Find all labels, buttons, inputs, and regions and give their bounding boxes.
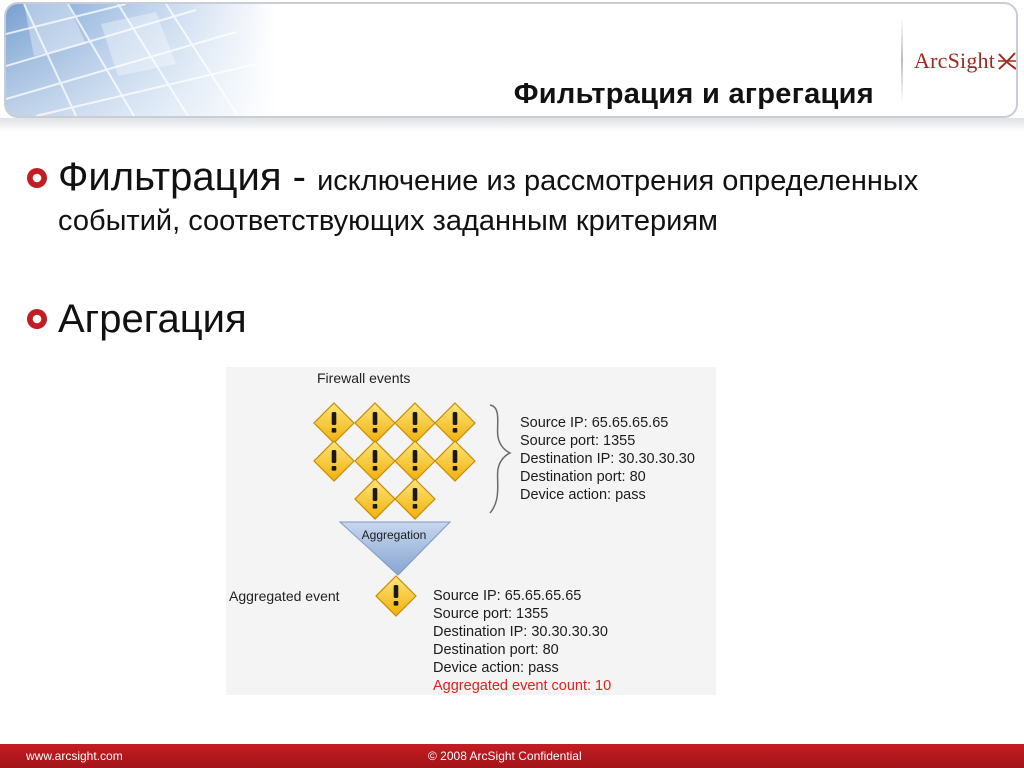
header-shadow [0, 118, 1024, 132]
attribute-line: Source IP: 65.65.65.65 [520, 415, 669, 431]
attribute-line: Source port: 1355 [433, 606, 549, 622]
bullet-filtering [26, 157, 946, 241]
aggregated-attributes [433, 587, 611, 695]
logo-text: ArcSight [914, 48, 996, 73]
bullet-filtering-text [58, 157, 946, 241]
aggregated-count: Aggregated event count: 10 [433, 678, 612, 694]
bullet-separator: - [281, 155, 318, 199]
ring-bullet-icon [26, 167, 48, 189]
arcsight-logo [914, 44, 1018, 78]
header-decoration [6, 4, 276, 116]
bullet-aggregation [26, 296, 247, 342]
attribute-line: Source IP: 65.65.65.65 [433, 588, 582, 604]
warning-diamond-icon [314, 403, 475, 519]
slide-title: Фильтрация и агрегация [513, 78, 874, 110]
slide-header [4, 2, 1018, 118]
attribute-line: Device action: pass [433, 660, 559, 676]
aggregation-funnel-label: Aggregation [361, 528, 427, 542]
bullet-term: Фильтрация [58, 155, 282, 199]
footer-url: www.arcsight.com [26, 749, 123, 763]
attribute-line: Destination port: 80 [520, 469, 646, 485]
attribute-line: Source port: 1355 [520, 433, 636, 449]
bullet-definition: исключение из рассмотрения определенных событий, соответствующих заданным критериям [58, 165, 919, 237]
aggregation-diagram [226, 367, 716, 695]
event-attributes [520, 414, 695, 504]
header-divider [901, 18, 903, 102]
attribute-line: Destination IP: 30.30.30.30 [433, 624, 608, 640]
firewall-events-label: Firewall events [317, 370, 411, 386]
attribute-line: Device action: pass [520, 487, 646, 503]
arcsight-logo-icon [996, 50, 1018, 72]
attribute-line: Destination port: 80 [433, 642, 559, 658]
footer-copyright: © 2008 ArcSight Confidential [428, 749, 582, 763]
ring-bullet-icon [26, 308, 48, 330]
attribute-line: Destination IP: 30.30.30.30 [520, 451, 695, 467]
slide-footer [0, 744, 1024, 768]
aggregated-event-label: Aggregated event [229, 588, 340, 604]
bullet-aggregation-text: Агрегация [58, 297, 247, 341]
